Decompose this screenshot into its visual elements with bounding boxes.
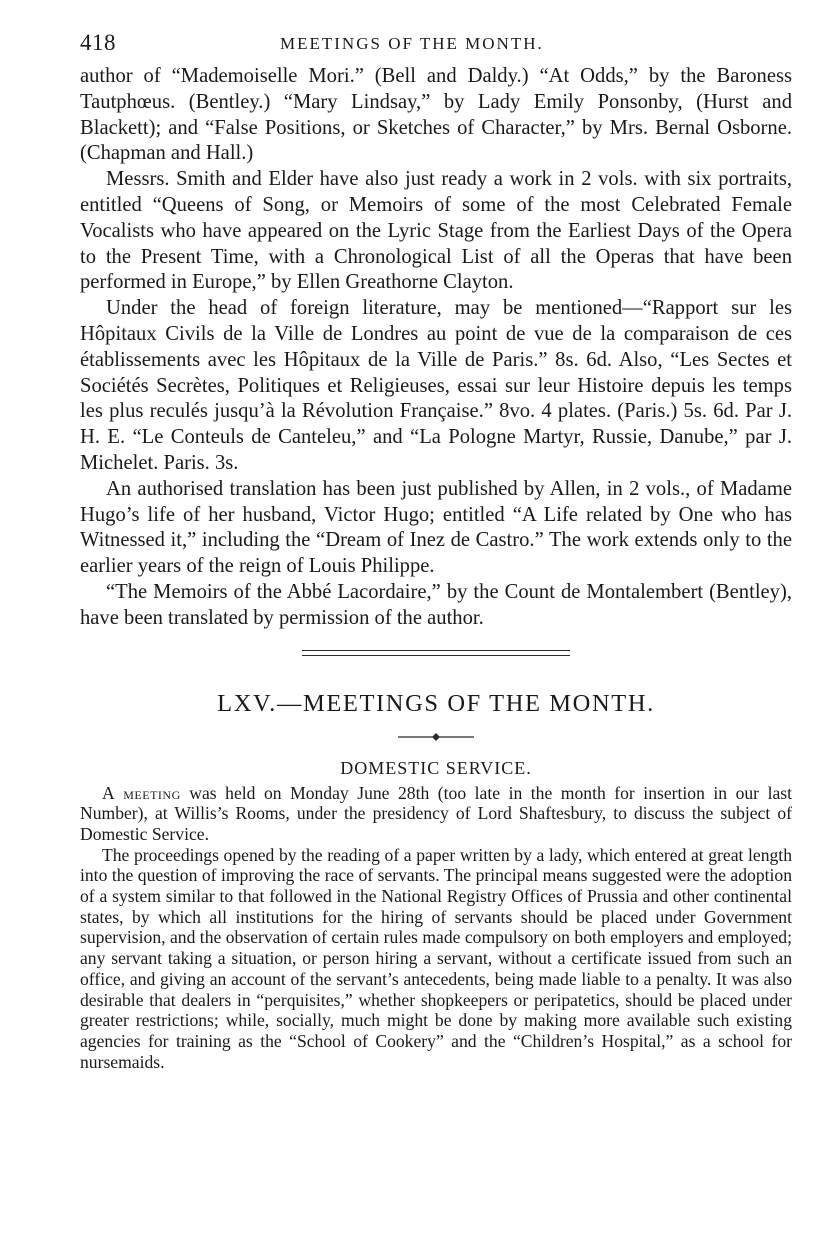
divider-line-top (302, 650, 570, 651)
paragraph-continued: author of “Mademoiselle Mori.” (Bell and Daldy.) “At Odds,” by the Baroness Tautphœus. (Bentley.) “Mary Lindsay,” by Lady Emily Ponsonby, (Hurst and Blackett); and “False Positions, or Sketches of Character,” by Mrs. Bernal Osborne. (Chapman and Hall.) (80, 65, 792, 165)
lead-smallcaps: A meeting (102, 782, 181, 803)
sub-heading: DOMESTIC SERVICE. (340, 757, 532, 778)
diamond-rule-ornament (398, 732, 474, 742)
paragraph-hugo-translation: An authorised translation has been just published by Allen, in 2 vols., of Madame Hugo’s life of her husband, Victor Hugo; entitled “A Life related by One who has Witnessed it,” including the “Dream of Inez de Castro.” The work extends only to the earlier years of the reign of Louis Philippe. (80, 477, 792, 578)
meeting-paragraph (80, 783, 792, 845)
divider-line-bottom (302, 655, 570, 656)
page-number: 418 (80, 30, 116, 55)
paragraph-lacordaire: “The Memoirs of the Abbé Lacordaire,” by the Count de Montalembert (Bentley), have been translated by permission of the author. (80, 580, 792, 629)
proceedings-paragraph: The proceedings opened by the reading of a paper written by a lady, which entered at great length into the question of improving the race of servants. The principal means suggested were the adoption of a system similar to that followed in the National Registry Offices of Prussia and other continental states, by which all institutions for the hiring of servants should be placed under Government supervision, and the observation of certain rules made compulsory on both employers and employed; any servant taking a situation, or person hiring a servant, without a certificate issued from such an office, and giving an account of the servant’s antecedents, being made liable to a penalty. It was also desirable that dealers in “perquisites,” whether shopkeepers or peripatetics, should be placed under greater restrictions; while, socially, much might be done by making more available such existing agencies for training as the “School of Cookery” and the “Children’s Hospital,” as a school for nursemaids. (80, 844, 792, 1072)
meeting-paragraph-text: was held on Monday June 28th (too late in the month for insertion in our last Number), at Willis’s Rooms, under the presidency of Lord Shaftesbury, to discuss the subject of Domestic Service. (80, 782, 792, 844)
paragraph-foreign-literature: Under the head of foreign literature, may be mentioned—“Rapport sur les Hôpitaux Civils de la Ville de Londres au point de vue de la comparaison de ces établissements avec les Hôpitaux de la Ville de Paris.” 8s. 6d. Also, “Les Sectes et Sociétés Secrètes, Politiques et Religieuses, essai sur leur Histoire depuis les temps les plus reculés jusqu’à la Révolution Française.” 8vo. 4 plates. (Paris.) 5s. 6d. Par J. H. E. “Le Conteuls de Canteleu,” and “La Pologne Martyr, Russie, Danube,” par J. Michelet. Paris. 3s. (80, 297, 792, 474)
running-head (80, 30, 792, 64)
running-title: MEETINGS OF THE MONTH. (280, 34, 544, 53)
section-divider (302, 650, 570, 656)
paragraph-queens-of-song: Messrs. Smith and Elder have also just ready a work in 2 vols. with six portraits, entitled “Queens of Song, or Memoirs of some of the most Celebrated Female Vocalists who have appeared on the Lyric Stage from the Earliest Days of the Opera to the Present Time, with a Chronological List of all the Operas that have been performed in Europe,” by Ellen Greathorne Clayton. (80, 168, 792, 294)
section-heading: LXV.—MEETINGS OF THE MONTH. (217, 689, 655, 717)
document-page (80, 30, 792, 1072)
